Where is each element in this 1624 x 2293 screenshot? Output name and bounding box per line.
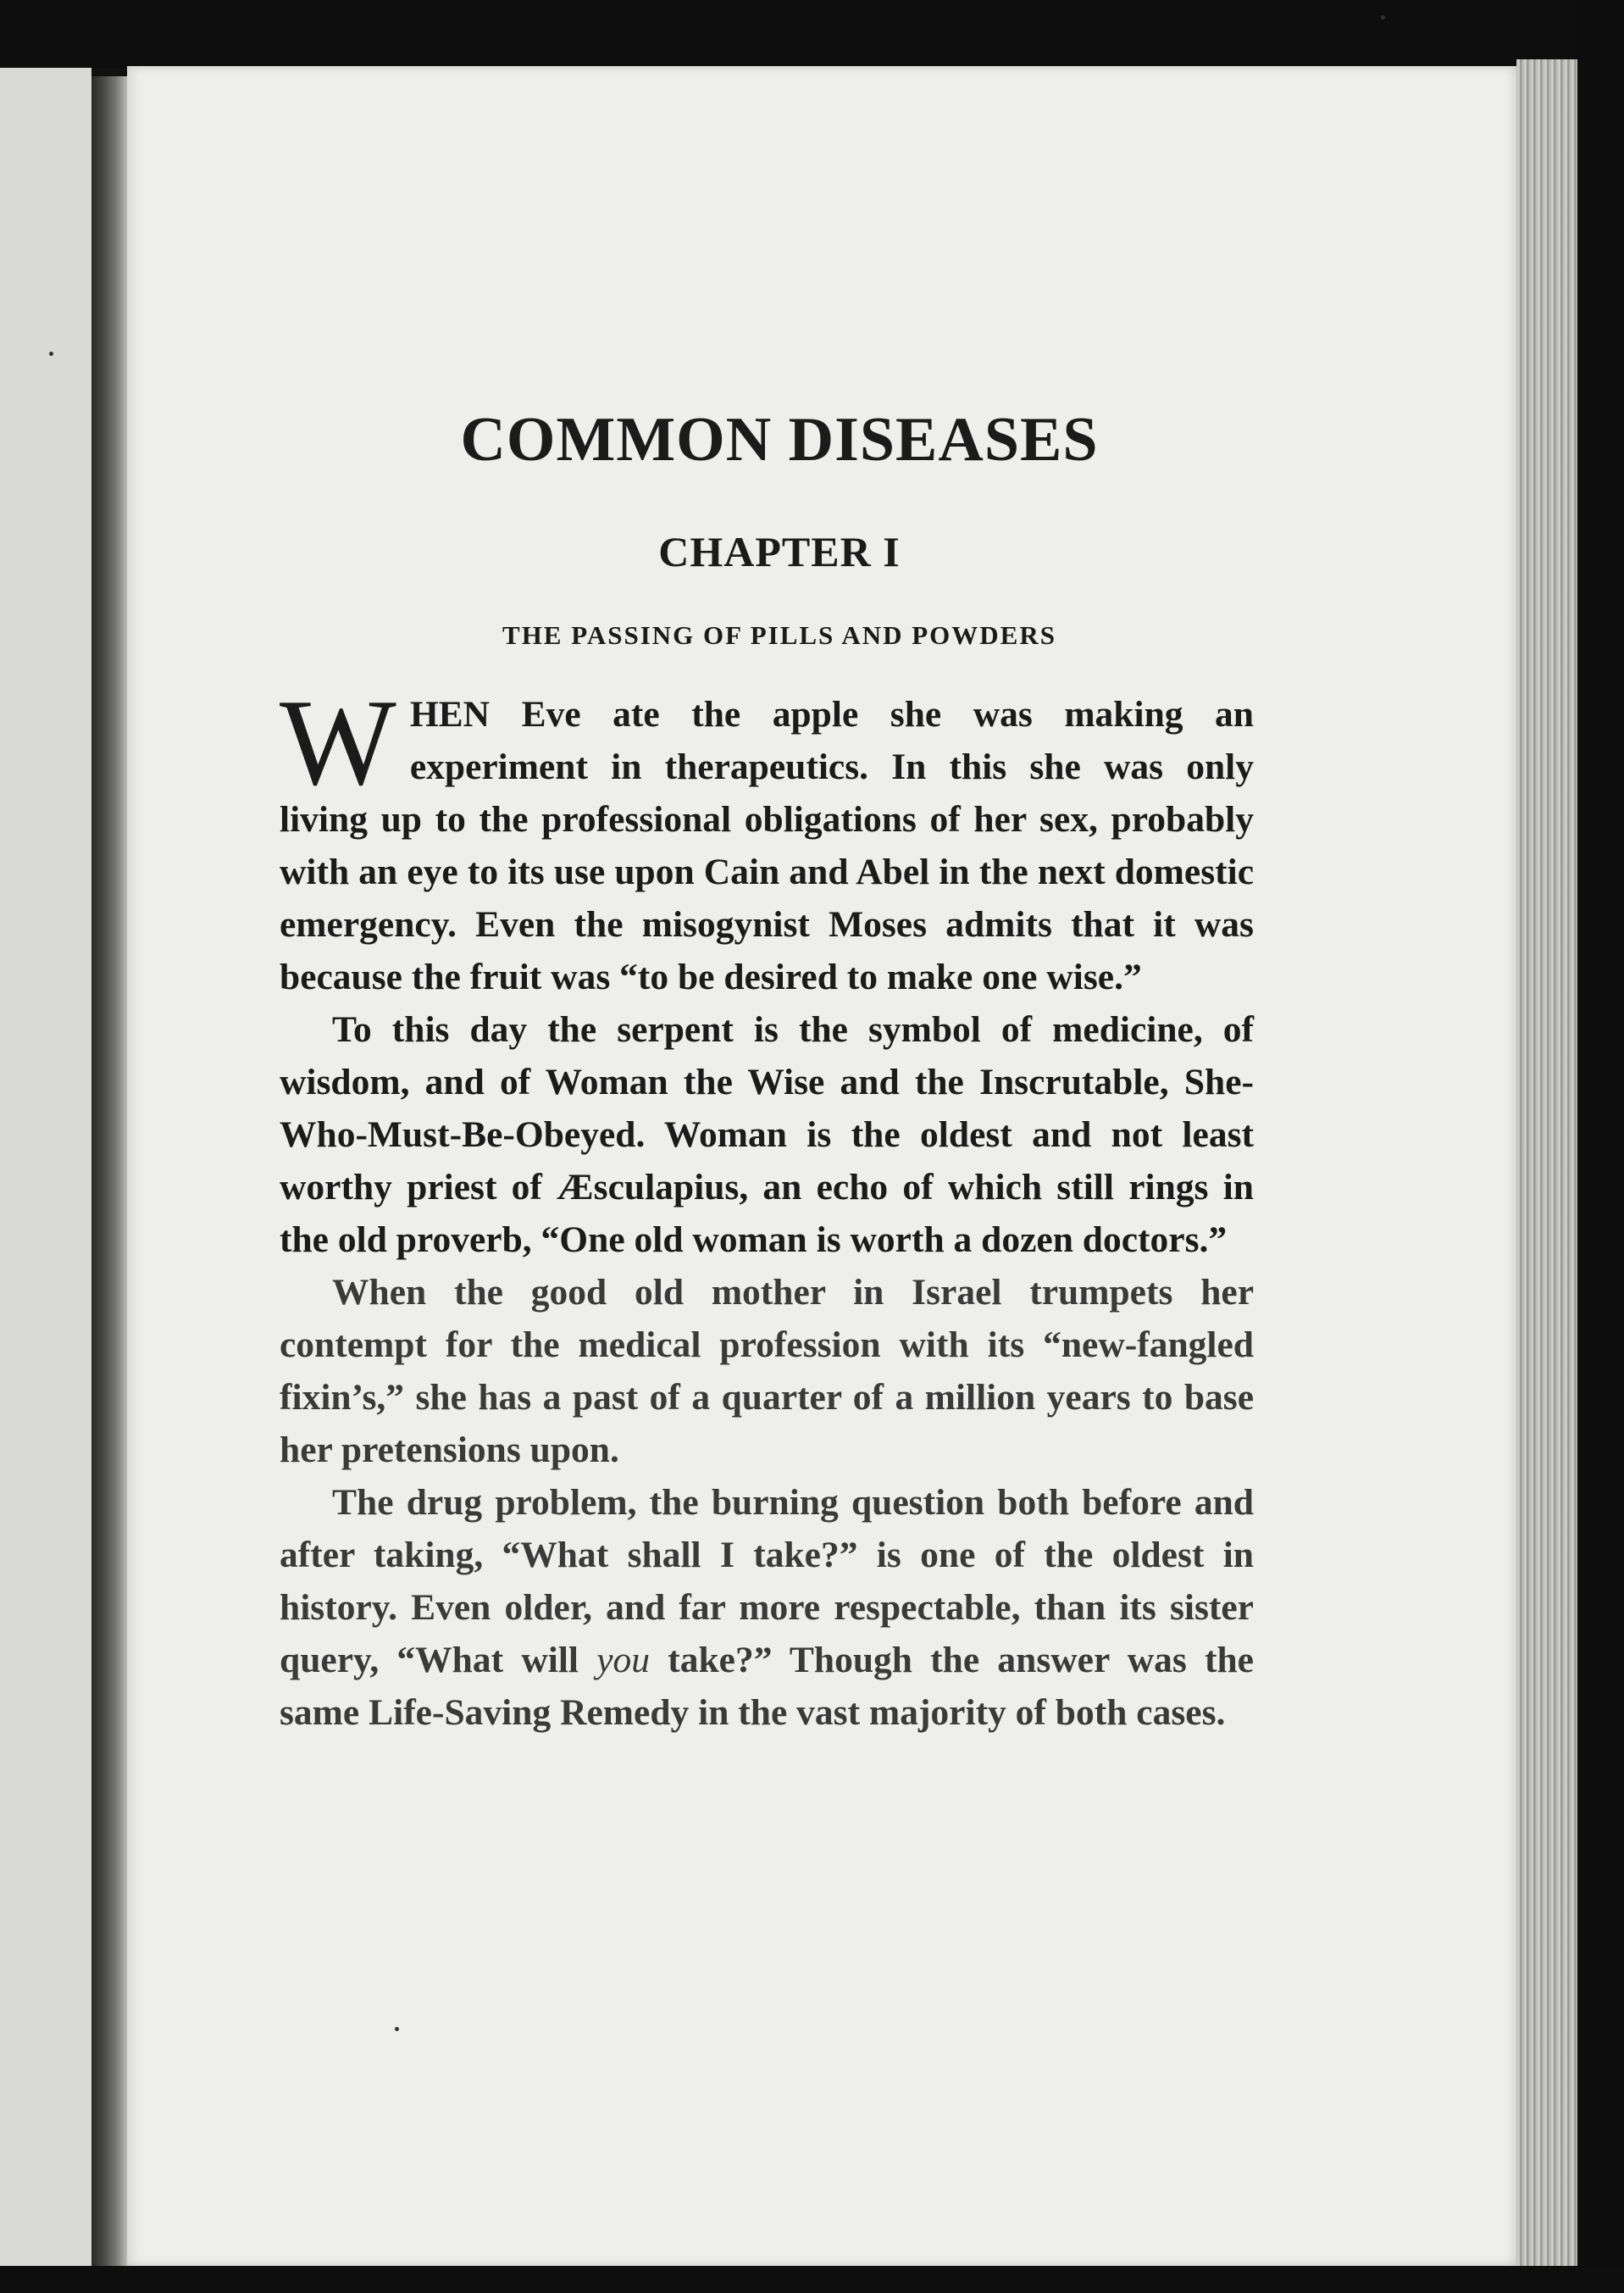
emphasis-you: you: [596, 1639, 651, 1680]
paragraph-4-text-b: take?” Though the answer was the same Life-Saving Remedy in the vast majority of both cases.: [280, 1639, 1254, 1733]
page-content: [280, 403, 1254, 1739]
scanner-background-top: [0, 0, 1624, 68]
paragraph-3: When the good old mother in Israel trumpets her contempt for the medical profession with its “new-fangled fixin’s,” she has a past of a quarter of a million years to base her pretensions upon.: [280, 1271, 1254, 1470]
scan-speck: [395, 2027, 399, 2031]
page-stack-edge: [1516, 59, 1577, 2279]
paragraph-4-text-a: The drug problem, the burning question both before and after taking, “What shall I take?” is one of the oldest in history. Even older, and far more respectable, than its sister query, “What will: [280, 1481, 1254, 1680]
scanner-background-bottom: [0, 2266, 1624, 2293]
chapter-body: [280, 673, 1254, 1739]
book-gutter: [91, 76, 127, 2293]
book-title: COMMON DISEASES: [460, 405, 1099, 475]
scanner-background-right: [1577, 0, 1624, 2293]
scan-speck: [1381, 15, 1385, 19]
previous-page-edge: [0, 68, 91, 2293]
paragraph-2: To this day the serpent is the symbol of medicine, of wisdom, and of Woman the Wise and the Inscrutable, She-Who-Must-Be-Obeyed. Woman is the oldest and not least worthy priest of Æsculapius, an echo of which still rings in the old proverb, “One old woman is worth a dozen doctors.”: [280, 1008, 1254, 1260]
paragraph-1-text: HEN Eve ate the apple she was making an experiment in therapeutics. In this she was only living up to the professional obligations of her sex, probably with an eye to its use upon Cain and Abel in the next domestic emergency. Even the misogynist Moses admits that it was because the fruit was “to be desired to make one wise.”: [280, 693, 1254, 997]
scan-speck: [49, 352, 53, 356]
chapter-heading: CHAPTER I: [658, 527, 901, 575]
section-title: THE PASSING OF PILLS AND POWDERS: [502, 619, 1056, 650]
paragraph-4: [280, 1476, 1254, 1739]
paragraph-1: [280, 673, 1254, 1003]
drop-cap: W: [280, 673, 396, 811]
